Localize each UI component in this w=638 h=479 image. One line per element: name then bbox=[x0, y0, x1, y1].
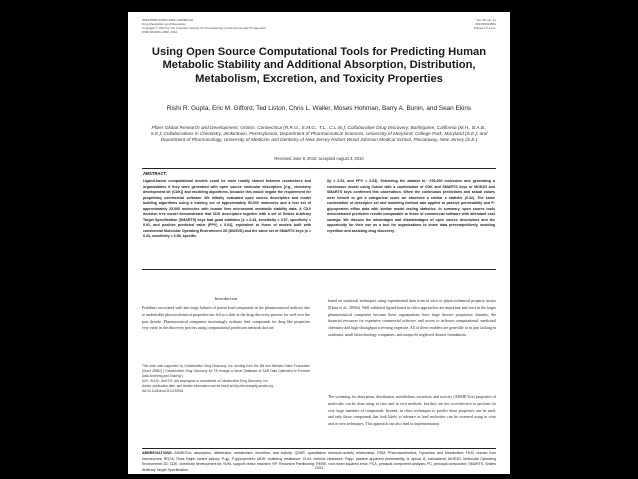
footnote: doi:10.1124/dmd.110.034918. bbox=[142, 388, 184, 393]
abstract-left-column: Ligand-based computational models could be more readily shared between researchers and organizations if they were generated with open source molecular descriptors [e.g., chemistry development kit (CDK)] and modeling algorithms, because this would negate the requirement for proprietary commercial software. We initially evaluated open source descriptors and model building algorithms using a training set of approximately 50,000 molecules and a test set of approximately 25,000 molecules with human liver microsomal metabolic stability data. A C5.0 decision tree model demonstrated that CDK descriptors together with a set of Smiles Arbitrary Target Specification (SMARTS) keys had good statistics [κ = 0.43, sensitivity = 0.57, specificity = 0.91, and positive predicted value (PPV) = 0.64], equivalent to those of models built with commercial Molecular Operating Environment 2D (MOE2D) and the same set of SMARTS keys (κ = 0.43, sensitivity = 0.58, specific- bbox=[143, 179, 311, 239]
header-line: Vol. 38, No. 11 bbox=[476, 18, 496, 22]
footnote: Article, publication date, and citation information can be found at http://dmd.aspetjournals.org. bbox=[142, 383, 274, 388]
author-list: Rishi R. Gupta, Eric M. Gifford, Ted Liston, Chris L. Waller, Moses Hohman, Barry A. Bunin, and Sean Ekins bbox=[166, 105, 472, 112]
footnotes bbox=[142, 364, 310, 393]
abbreviations-text: ADME/Tox, absorption, distribution, metabolism, excretion, and toxicity; QSAR, quantitative structure-activity relationship; PDM, Pharmacokinetics, Dynamics and Metabolism; HLM, human liver microsomes; RRCK, Russ Ralph canine kidney; P-gp, P-glycoprotein; MDR, multidrug resistance; CLint, intrinsic clearance; Papp, passive apparent permeability; A, apical; B, basolateral; MOE2D, Molecular Operating Environment 2D; CDK, chemistry development kit; SVM, support vector machine; RP, Recursive Partitioning; RMSE, root mean squared error; PCA, principal component analysis; PC, principal component; SMARTS, Smiles Arbitrary Target Specification. bbox=[142, 451, 496, 472]
header-line: DMD 38:2083–2090, 2010 bbox=[142, 30, 178, 34]
abstract-heading: ABSTRACT: bbox=[143, 171, 167, 176]
header-line: 34918/3631561 bbox=[475, 22, 496, 26]
journal-header-left bbox=[142, 18, 266, 34]
introduction-right-text: based on statistical techniques using experimental data from in vitro or physicochemical property assays (Ekins et al., 2000a). Well validated ligand-based in silico approaches are important and exist in the larger pharmaceutical companies because these organizations have large diverse proprietary datasets, the financial resources for expensive commercial software, and access to in-house computational, medicinal chemistry and high-throughput screening expertise. All of these enablers are generally or in part lacking in academia, small biotechnology companies, and nonprofit neglected disease foundations. bbox=[328, 298, 496, 337]
header-line: Drug Metabolism and Disposition bbox=[142, 22, 187, 26]
footnote: This work was supported by Collaborative Drug Discovery, Inc. funding from the Bill and Melinda Gates Foundation [Grant 49852] ("Collaborative Drug Discovery for TB through a Novel Database of SAR Data Optimized to Promote Data Archiving and Sharing"). bbox=[142, 364, 310, 378]
abstract-section bbox=[142, 168, 496, 270]
journal-header-right bbox=[474, 18, 496, 30]
introduction-heading: Introduction bbox=[214, 296, 238, 301]
abstract-right-column: ity = 0.91, and PPV = 0.63). Extending the dataset to ~193,000 molecules and generating a continuous model using Cubist with a combination of CDK and SMARTS keys or MOE2D and SMARTS keys confirmed this observation. When the continuous predictions and actual values were binned to get a categorical score we observed a similar κ statistic (0.42). The same combination of descriptor set and modeling method was applied to passive permeability and P-glycoprotein efflux data with similar model testing statistics. In summary, open source tools demonstrated predictive results comparable to those of commercial software with attendant cost savings. We discuss the advantages and disadvantages of open source descriptors and the opportunity for their use as a tool for organizations to share data precompetitively, avoiding repetition and assisting drug discovery. bbox=[327, 179, 495, 233]
header-line: Copyright © 2010 by The American Society for Pharmacology and Experimental Therapeutics bbox=[142, 26, 266, 30]
abbreviations-label: ABBREVIATIONS: bbox=[142, 451, 173, 455]
introduction-left-text: Problems associated with late-stage failures of potent lead compounds in the pharmaceutical industry due to undesirable physicochemical properties has led to a shift in the drug discovery process for well over the past decade. Pharmaceutical companies increasingly evaluate lead compounds for drug-like properties very early in the discovery process using computational prediction methods that are bbox=[142, 305, 310, 331]
affiliations: Pfizer Global Research and Development, Groton, Connecticut (R.R.G., E.M.G., T.L., C.L.W.); Collaborative Drug Discovery, Burlingame, California (M.H., B.A.B., S.E.); Collaborations in Chemistry, Jenkintown, Pennsylvania; Department of Pharmaceutical Sciences, University of Maryland, College Park, Maryland (S.E.); and Department of Pharmacology, University of Medicine and Dentistry of New Jersey-Robert Wood Johnson Medical School, Piscataway, New Jersey (S.E.) bbox=[150, 125, 488, 143]
introduction-right-text-2: The screening for absorption, distribution, metabolism, excretion, and toxicity (ADME/Tox) properties of molecules can be done using in vitro and in vivo methods, but they are not cost-effective to perform for very large numbers of compounds. Instead, in silico techniques to predict these properties can be used, and only those compounds that look likely to advance as lead molecules can be screened using in vitro and in vivo techniques. This approach can also lead to implementation bbox=[328, 394, 496, 427]
received-date: Received June 9, 2010; accepted August 3, 2010 bbox=[274, 156, 364, 161]
header-line: 0090-9556/10/3811-2083–2090$20.00 bbox=[142, 18, 193, 22]
footnote: M.H., B.A.B., and S.E. are employees or consultants of Collaborative Drug Discovery, Inc. bbox=[142, 378, 269, 383]
journal-page bbox=[128, 12, 510, 474]
header-line: Printed in U.S.A. bbox=[473, 26, 496, 30]
page-number: 2083 bbox=[314, 466, 324, 470]
paper-title: Using Open Source Computational Tools for Predicting Human Metabolic Stability and Additional Absorption, Distribution, Metabolism, Excretion, and Toxicity Properties bbox=[151, 46, 487, 85]
